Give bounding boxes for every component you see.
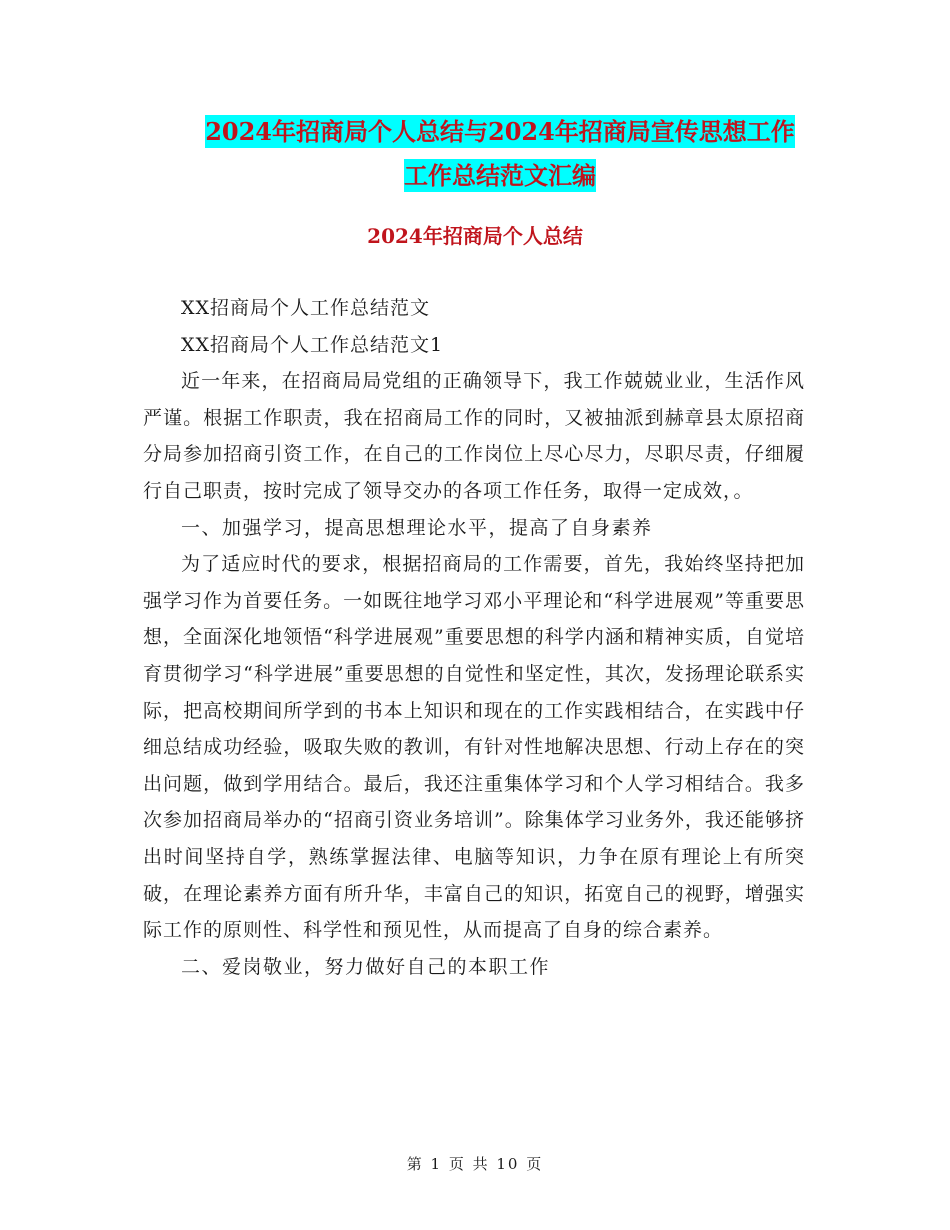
document-body (143, 290, 805, 985)
paragraph-heading-2: 二、爱岗敬业，努力做好自己的本职工作 (181, 955, 551, 978)
section-title: 2024年招商局个人总结 (367, 224, 583, 248)
paragraph-intro: 近一年来，在招商局局党组的正确领导下，我工作兢兢业业，生活作风严谨。根据工作职责，我在招商局工作的同时，又被抽派到赫章县太原招商分局参加招商引资工作，在自己的工作岗位上尽心尽力，尽职尽责，仔细履行自己职责，按时完成了领导交办的各项工作任务，取得一定成效，。 (143, 370, 805, 502)
document-title-line-1 (140, 112, 860, 147)
title-highlight-1: 2024年招商局个人总结与2024年招商局宣传思想工作 (205, 117, 795, 146)
paragraph-heading-1: 一、加强学习，提高思想理论水平，提高了自身素养 (181, 516, 653, 539)
paragraph-subtitle-1: XX招商局个人工作总结范文1 (181, 333, 444, 356)
paragraph-study: 为了适应时代的要求，根据招商局的工作需要，首先，我始终坚持把加强学习作为首要任务。一如既往地学习邓小平理论和“科学进展观”等重要思想，全面深化地领悟“科学进展观”重要思想的科学内涵和精神实质，自觉培育贯彻学习“科学进展”重要思想的自觉性和坚定性，其次，发扬理论联系实际，把高校期间所学到的书本上知识和现在的工作实践相结合，在实践中仔细总结成功经验，吸取失败的教训，有针对性地解决思想、行动上存在的突出问题，做到学用结合。最后，我还注重集体学习和个人学习相结合。我多次参加招商局举办的“招商引资业务培训”。除集体学习业务外，我还能够挤出时间坚持自学，熟练掌握法律、电脑等知识，力争在原有理论上有所突破，在理论素养方面有所升华，丰富自己的知识，拓宽自己的视野，增强实际工作的原则性、科学性和预见性，从而提高了自身的综合素养。 (143, 553, 805, 942)
title-highlight-2: 工作总结范文汇编 (404, 161, 596, 190)
paragraph-subtitle: XX招商局个人工作总结范文 (181, 297, 431, 319)
document-title-line-2 (140, 156, 860, 191)
page-footer: 第 1 页 共 10 页 (406, 1155, 544, 1173)
